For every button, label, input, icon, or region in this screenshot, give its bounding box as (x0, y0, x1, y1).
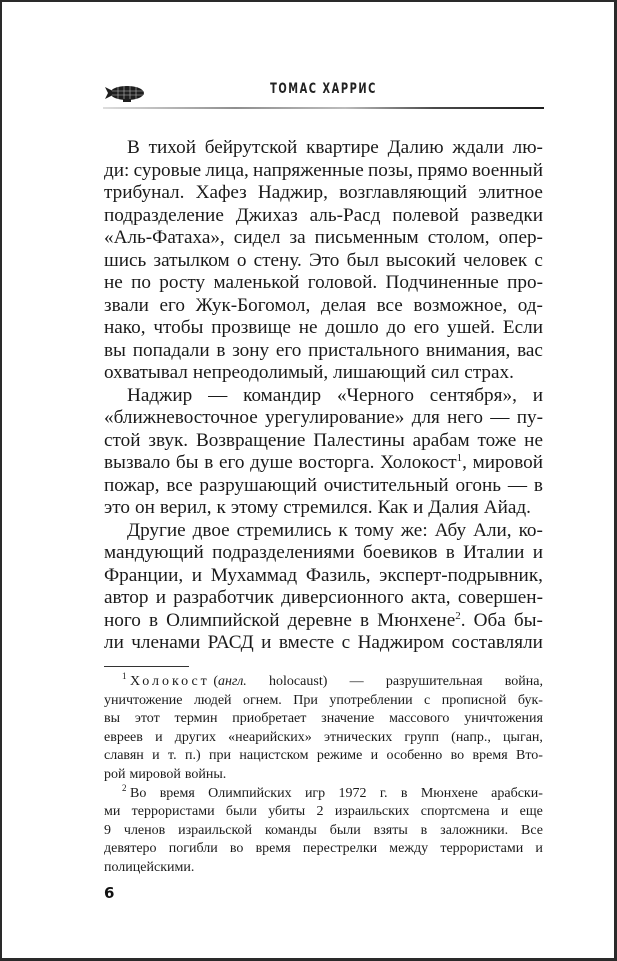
word: Айад. (483, 497, 531, 518)
word: непреодолимый, (192, 362, 329, 383)
header-rule-texture (103, 105, 544, 110)
text-line (104, 610, 543, 633)
text-line (104, 137, 543, 160)
word: лица, (205, 159, 249, 181)
text-line (104, 295, 543, 318)
word: между (389, 841, 429, 857)
word: головой. (307, 272, 378, 293)
word: о (236, 249, 247, 271)
word: внимания, (426, 339, 511, 361)
text-line (104, 497, 543, 520)
word: ко- (518, 519, 543, 541)
text-line (104, 317, 543, 340)
word: его (218, 452, 245, 473)
word: — (208, 384, 228, 406)
word: маленькой (213, 272, 300, 293)
footnote-line (104, 859, 543, 878)
word: пристального (308, 339, 420, 361)
word: людей (193, 692, 232, 708)
word: стой (104, 429, 141, 451)
text-line (104, 205, 543, 228)
word: Это (308, 249, 340, 271)
word: этому (230, 497, 279, 518)
running-title: ТОМАС ХАРРИС (270, 81, 377, 97)
page-number: 6 (104, 884, 115, 902)
word: прописной (441, 692, 507, 708)
word: и (155, 729, 163, 745)
word: В (127, 137, 140, 158)
footnote-ref[interactable]: 2 (455, 609, 461, 622)
word: лю- (512, 137, 543, 158)
word: были (225, 804, 257, 820)
footnote-1-head: $^1$ Холокост (англ. (122, 671, 247, 689)
footnote-line (104, 766, 543, 785)
word: сил (430, 362, 460, 383)
word: Наджиром (357, 632, 445, 653)
word: евреев (104, 729, 143, 745)
word: письменным (314, 227, 419, 248)
word: Жук-Богомол, (195, 294, 311, 316)
word: сидел (233, 227, 281, 248)
word: массового (389, 711, 450, 727)
word: суровые (133, 159, 202, 181)
word: не (104, 272, 123, 293)
word: команды (264, 822, 317, 838)
word: в (359, 609, 370, 631)
word: этот (134, 711, 160, 727)
word: в (445, 542, 455, 563)
word: Али, (473, 519, 512, 541)
word: и (532, 384, 543, 406)
word: мировой (129, 766, 181, 782)
word: звали (104, 294, 149, 316)
word: его (413, 317, 440, 338)
word: лишающий (333, 362, 426, 383)
text-line (104, 227, 543, 250)
word: террористами (440, 841, 524, 857)
word: подразделение (104, 204, 224, 226)
word: возглавляющий (339, 182, 468, 203)
word: разработчик (173, 587, 274, 608)
text-line (104, 250, 543, 273)
word: Джихаз (235, 204, 298, 226)
main-text (104, 137, 543, 655)
word: израильской (178, 822, 253, 838)
word: 2 (316, 804, 324, 820)
word: звук. (148, 429, 189, 451)
word: росту (159, 272, 206, 293)
footnote-ref[interactable]: 1 (456, 452, 463, 464)
word: 9 (104, 822, 111, 838)
word: Олимпийских (208, 785, 292, 801)
word: боевиков (363, 542, 438, 563)
word: ждали (452, 137, 504, 158)
footnote-line (104, 710, 543, 729)
word: позы, (367, 159, 414, 181)
word: в (204, 452, 214, 473)
word: возможное, (413, 294, 508, 316)
word: в (533, 474, 543, 496)
word: употреблении (329, 692, 413, 708)
running-header (103, 78, 544, 108)
word: в (148, 609, 159, 631)
word: эксперт-подрывник, (379, 564, 543, 586)
word: нако, (104, 317, 146, 338)
word: т. (168, 748, 177, 764)
word: погибли (168, 841, 218, 857)
word: это (104, 497, 130, 518)
word-with-footnote-ref (377, 610, 465, 633)
word: напряженные (253, 159, 364, 181)
word: заложники. (440, 822, 509, 838)
text-line (104, 362, 543, 385)
word: Холокост (380, 452, 457, 473)
word: Франции, (104, 564, 184, 586)
word: элитное (478, 182, 543, 203)
word: тихой (148, 137, 196, 158)
footnote-separator (104, 666, 189, 667)
word: очистительный (323, 474, 449, 496)
word: значение (321, 711, 375, 727)
word: (напр., (451, 729, 491, 745)
text-line (104, 430, 543, 453)
word: Другие (127, 519, 186, 541)
text-line (104, 272, 543, 295)
word: столом, (427, 227, 490, 248)
word: затылком (153, 249, 230, 271)
word: особенно (386, 748, 443, 764)
word: бук- (517, 692, 543, 708)
word: все (166, 474, 193, 496)
word: ушей. (447, 317, 496, 338)
word: охватывал (104, 362, 188, 383)
word: по (131, 272, 151, 293)
footnotes (104, 673, 543, 878)
word: делая (320, 294, 367, 316)
word: рой (104, 766, 126, 782)
word: г. (379, 785, 388, 801)
punctuation: . (460, 609, 466, 631)
word: за (289, 227, 306, 248)
word: спортсмена (420, 804, 490, 820)
word: огнем. (243, 692, 282, 708)
airship-icon (103, 82, 147, 104)
word: мандующий (104, 542, 204, 563)
footnote-line (104, 729, 543, 748)
word: и (152, 748, 160, 764)
word: время (159, 785, 195, 801)
word: Далия (428, 497, 479, 518)
word: с (534, 249, 543, 271)
word: верил, (159, 497, 212, 518)
word: пу- (516, 407, 543, 428)
word: Далию (387, 137, 444, 158)
word: 1972 (338, 785, 367, 801)
word: од- (517, 294, 543, 316)
word: же: (400, 519, 428, 541)
word: полевой (392, 204, 459, 226)
footnote-2-line (104, 782, 543, 804)
text-line (104, 565, 543, 588)
word: Подчиненные (385, 272, 499, 293)
word: аль-Расд (309, 204, 381, 226)
word: время (472, 748, 508, 764)
word: и (261, 632, 272, 653)
word: диверсионного (281, 587, 404, 608)
word: был (346, 249, 379, 271)
word: и (535, 841, 543, 857)
word: в (216, 339, 226, 361)
word: арабски- (491, 785, 543, 801)
word: восторга. (298, 452, 375, 473)
word: полицейскими. (104, 859, 195, 875)
word: режиме (316, 748, 363, 764)
footnote-1-term: Холокост (130, 674, 210, 689)
word: перестрелки (302, 841, 378, 857)
word: — (349, 674, 364, 689)
word: разрушающий (199, 474, 317, 496)
word: командир (243, 384, 322, 406)
text-line (104, 407, 543, 430)
word: тому (354, 519, 394, 541)
word: тоже (477, 429, 517, 451)
word: Во (130, 785, 147, 801)
text-line (104, 542, 543, 565)
word: бы- (513, 609, 543, 631)
word: нацистском (239, 748, 309, 764)
word: «Черного (336, 384, 414, 406)
word: шись (104, 249, 147, 271)
word: до (386, 317, 406, 338)
word: Оба (473, 609, 506, 631)
word: п.) (184, 748, 201, 764)
text-line (104, 385, 543, 408)
word: акта, (411, 587, 451, 608)
word: время (255, 841, 291, 857)
word: прямо (417, 159, 468, 181)
word: в (400, 785, 408, 801)
word: бейрутской (204, 137, 298, 158)
word: с (424, 692, 431, 708)
footnote-line (104, 822, 543, 841)
word: других (174, 729, 216, 745)
footnote-2-marker: 2 (122, 782, 127, 793)
word: и (532, 542, 543, 563)
word: стену. (253, 249, 302, 271)
word: взяты (373, 822, 408, 838)
word: душе (250, 452, 293, 473)
word: не (524, 429, 543, 451)
word: арабам (412, 429, 470, 451)
word: holocaust) (269, 674, 328, 689)
word: Наджир (127, 384, 193, 406)
word-with-footnote-ref (380, 452, 467, 475)
word: высокий (386, 249, 456, 271)
word: составляли (451, 632, 543, 653)
footnote-1-lang: англ. (217, 674, 247, 689)
word: все (376, 294, 403, 316)
word: Если (502, 317, 543, 338)
word: террористами (131, 804, 215, 820)
word: чтобы (153, 317, 204, 338)
word: опер- (498, 227, 543, 248)
word: квартире (306, 137, 379, 158)
word: и (155, 587, 166, 608)
word: трибунал. (104, 182, 185, 203)
word: вас (517, 339, 543, 361)
word: вы (104, 339, 126, 361)
word: ного (104, 609, 141, 631)
word: ди: (104, 159, 130, 181)
footnote-line (104, 840, 543, 859)
word: для (411, 407, 440, 428)
word: во (229, 841, 244, 857)
word: вместе (278, 632, 335, 653)
word: ли (104, 632, 124, 653)
word: Возвращение (195, 429, 306, 451)
word: двое (192, 519, 230, 541)
word: дошло (325, 317, 379, 338)
word: — (507, 474, 528, 496)
text-line (104, 160, 543, 183)
word: членов (123, 822, 166, 838)
word: этнических (323, 729, 393, 745)
word: убиты (268, 804, 306, 820)
word: пожар, (104, 474, 160, 496)
word: При (293, 692, 318, 708)
word: групп (404, 729, 439, 745)
text-line (104, 452, 543, 475)
word: Мюнхене (420, 785, 478, 801)
word: разрушительная (385, 674, 483, 689)
word: зону (232, 339, 270, 361)
word: и (370, 748, 379, 764)
word: цыган, (503, 729, 543, 745)
punctuation: , (462, 452, 467, 473)
word: с (341, 632, 351, 653)
footnote-1-line (104, 673, 543, 692)
word: еще (519, 804, 543, 820)
word: игр (304, 785, 326, 801)
word: совершен- (457, 587, 543, 608)
word: и (412, 497, 424, 518)
word: Как (377, 497, 408, 518)
word: Вто- (516, 748, 543, 764)
word: Фазиль, (305, 564, 371, 586)
word: уничтожение (104, 692, 183, 708)
word: во (450, 748, 465, 764)
word: Наджир, (257, 182, 328, 203)
word: него (447, 407, 483, 428)
text-line (104, 340, 543, 363)
word: стремился. (283, 497, 373, 518)
text-line (104, 520, 543, 543)
word: РАСД (207, 632, 254, 653)
word: приобретает (232, 711, 307, 727)
word: урегулирование» (265, 407, 405, 428)
word: девятеро (104, 841, 157, 857)
text-line (104, 475, 543, 498)
text-line (104, 632, 543, 655)
word: при (209, 748, 231, 764)
word: Палестины (313, 429, 405, 451)
word: сентября», (429, 384, 517, 406)
text-line (104, 587, 543, 610)
word: Все (521, 822, 543, 838)
word: и (500, 804, 509, 820)
word: человек (463, 249, 528, 271)
word: Олимпийской (166, 609, 280, 631)
word: Италии (463, 542, 525, 563)
word: вы (104, 711, 121, 727)
word: Мюнхене (377, 609, 456, 631)
word: стремились (236, 519, 332, 541)
footnote-line (104, 803, 543, 822)
word: война, (504, 674, 543, 689)
word: не (298, 317, 318, 338)
word: про- (507, 272, 543, 293)
footnote-line (104, 692, 543, 711)
word: «ближневосточное (104, 407, 258, 428)
word: «неарийских» (228, 729, 312, 745)
word: к (216, 497, 226, 518)
word: «Аль-Фатаха», (104, 227, 225, 248)
word: деревне (287, 609, 352, 631)
word: были (329, 822, 361, 838)
word: его (159, 294, 186, 316)
word: членами (131, 632, 201, 653)
word: военный (472, 159, 543, 181)
word: подразделениями (212, 542, 355, 563)
footnote-1-marker: 1 (122, 671, 127, 681)
word: Мухаммад (210, 564, 298, 586)
word: он (134, 497, 155, 518)
word: вызвало (104, 452, 171, 473)
word: в (420, 822, 428, 838)
word: прозвище (211, 317, 291, 338)
word: бы (175, 452, 199, 473)
word: уничтожения (464, 711, 543, 727)
word: — (490, 407, 510, 428)
word: попадали (132, 339, 210, 361)
word: войны. (184, 766, 227, 782)
word: Хафез (195, 182, 247, 203)
word: и (191, 564, 203, 586)
word: разведки (470, 204, 543, 226)
word: ми (104, 804, 121, 820)
word: его (275, 339, 302, 361)
word: мировой (472, 452, 543, 473)
word: Абу (434, 519, 467, 541)
footnote-line (104, 747, 543, 766)
text-line (104, 182, 543, 205)
word: израильских (334, 804, 410, 820)
word: к (338, 519, 348, 541)
footnote-2-head (122, 782, 147, 804)
word: страх. (464, 362, 514, 383)
word: славян (104, 748, 144, 764)
word: огонь (455, 474, 502, 496)
word: термин (174, 711, 218, 727)
word: автор (104, 587, 149, 608)
